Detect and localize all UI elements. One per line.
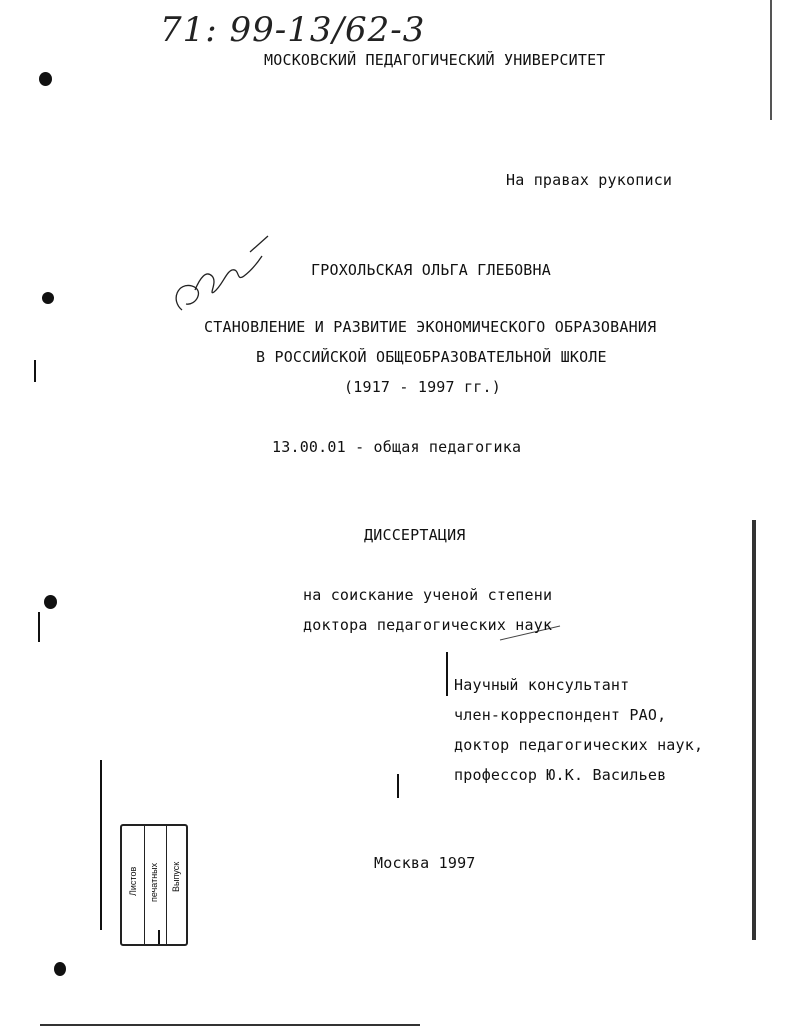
work-type-heading: ДИССЕРТАЦИЯ xyxy=(364,526,466,544)
degree-line-1: на соискание ученой степени xyxy=(303,586,553,604)
advisor-line-1: Научный консультант xyxy=(454,676,630,694)
dissertation-title-line-2: В РОССИЙСКОЙ ОБЩЕОБРАЗОВАТЕЛЬНОЙ ШКОЛЕ xyxy=(256,348,607,366)
scan-edge-mark xyxy=(770,0,772,120)
scan-mark xyxy=(397,774,399,798)
binding-hole-icon xyxy=(42,292,54,304)
advisor-margin-line xyxy=(446,652,448,696)
degree-line-2: доктора педагогических наук xyxy=(303,616,553,634)
scan-edge-mark xyxy=(34,360,36,382)
stamp-label-sheets: Листов xyxy=(128,866,138,896)
advisor-line-3: доктор педагогических наук, xyxy=(454,736,704,754)
author-name: ГРОХОЛЬСКАЯ ОЛЬГА ГЛЕБОВНА xyxy=(311,261,551,279)
library-stamp xyxy=(120,824,188,946)
binding-hole-icon xyxy=(44,595,57,609)
handwritten-archive-code: 71: 99-13/62-3 xyxy=(160,10,426,50)
scan-edge-mark xyxy=(752,520,756,940)
scan-bottom-edge xyxy=(40,1024,420,1026)
city-year: Москва 1997 xyxy=(374,854,476,872)
advisor-line-4: профессор Ю.К. Васильев xyxy=(454,766,667,784)
dissertation-title-line-1: СТАНОВЛЕНИЕ И РАЗВИТИЕ ЭКОНОМИЧЕСКОГО ОБРАЗОВАНИЯ xyxy=(204,318,657,336)
scan-edge-mark xyxy=(100,760,102,930)
advisor-line-2: член-корреспондент РАО, xyxy=(454,706,667,724)
specialty-code: 13.00.01 - общая педагогика xyxy=(272,438,522,456)
stamp-label-printed: печатных xyxy=(149,862,159,902)
binding-hole-icon xyxy=(39,72,52,86)
stamp-label-issue: Выпуск xyxy=(171,861,181,892)
binding-hole-icon xyxy=(54,962,66,976)
dissertation-title-line-3: (1917 - 1997 гг.) xyxy=(344,378,501,396)
scan-edge-mark xyxy=(38,612,40,642)
manuscript-note: На правах рукописи xyxy=(506,171,673,189)
institution-name: МОСКОВСКИЙ ПЕДАГОГИЧЕСКИЙ УНИВЕРСИТЕТ xyxy=(264,51,606,69)
